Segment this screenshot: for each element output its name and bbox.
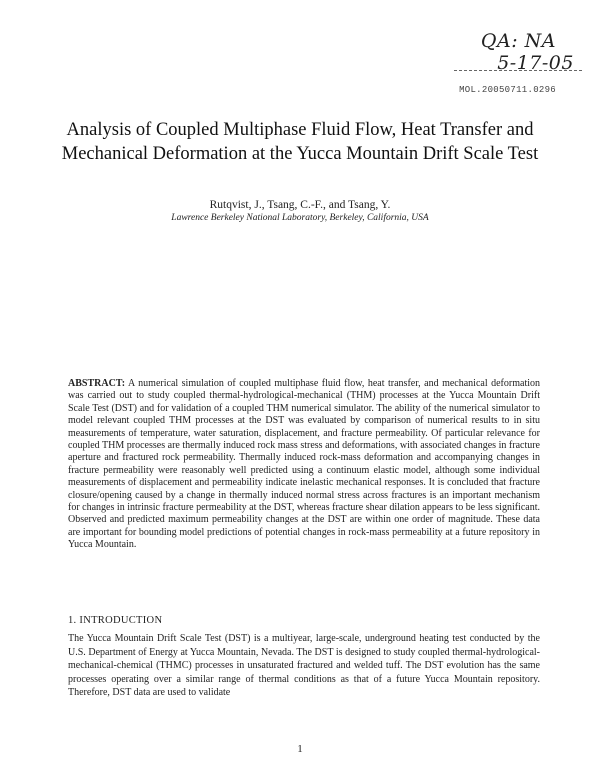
abstract-text: A numerical simulation of coupled multiphase fluid flow, heat transfer, and mechanical deformation was carried out to study coupled thermal-hydrological-mechanical (THM) processes at the Yucca Mountain Drift Scale Test (DST) and for validation of a coupled THM numerical simulator. The ability of the numerical simulator to model relevant coupled THM processes at the DST was evaluated by comparison of numerical results to in situ measurements of temperature, water saturation, displacement, and fracture permeability. Of particular relevance for coupled THM processes are thermally induced rock mass stress and deformations, with associated changes in fracture aperture and fractured rock permeability. Thermally induced rock-mass deformation and accompanying changes in fracture permeability were reasonably well predicted using a continuum elastic model, although some individual measurements of displacement and permeability indicate inelastic mechanical responses. It is concluded that fracture closure/opening caused by a change in thermally induced normal stress across fractures is an important mechanism for changes in intrinsic fracture permeability at the DST, whereas fracture shear dilation appears to be less significant. Observed and predicted maximum permeability changes at the DST are within one order of magnitude. These data are important for bounding model predictions of potential changes in rock-mass permeability at a future repository in Yucca Mountain. (68, 378, 540, 551)
introduction-text: The Yucca Mountain Drift Scale Test (DST) is a multiyear, large-scale, underground heating test conducted by the U.S. Department of Energy at Yucca Mountain, Nevada. The DST is designed to study coupled thermal-hydrological-mechanical-chemical (THMC) processes in unsaturated fractured and welded tuff. The DST evolution has the same processes operating over a similar range of thermal conditions as that of a future Yucca Mountain repository. Therefore, DST data are used to validate (68, 633, 540, 699)
divider-dashes (454, 70, 582, 73)
authors: Rutqvist, J., Tsang, C.-F., and Tsang, Y. (209, 199, 391, 211)
title-line-2: Mechanical Deformation at the Yucca Mountain Drift Scale Test (61, 144, 539, 164)
abstract (68, 378, 540, 552)
affiliation: Lawrence Berkeley National Laboratory, Berkeley, California, USA (171, 213, 429, 223)
page-number: 1 (297, 743, 303, 755)
document-id: MOL.20050711.0296 (459, 85, 556, 95)
title-line-1: Analysis of Coupled Multiphase Fluid Flow, Heat Transfer and (66, 120, 534, 140)
handwritten-date: 5-17-05 (497, 52, 574, 74)
handwritten-qa-note: QA: NA (480, 30, 556, 52)
section-heading-introduction: 1. INTRODUCTION (68, 615, 163, 626)
abstract-label: ABSTRACT: (68, 378, 126, 389)
paper-title (40, 118, 560, 166)
